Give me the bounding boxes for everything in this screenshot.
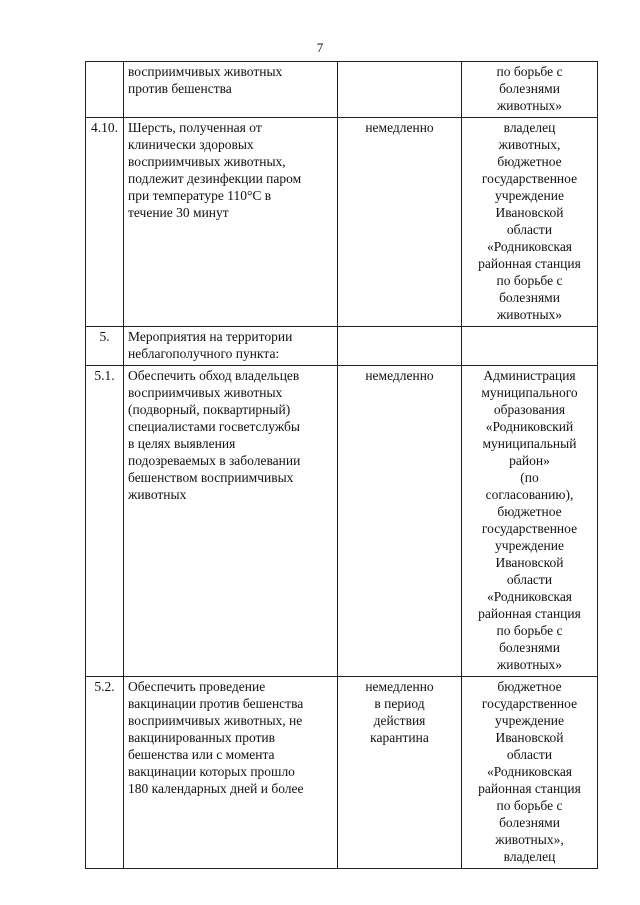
- item-number: [86, 62, 124, 118]
- responsible-text: Администрация муниципального образования «Родниковский муниципальный район» (по согласованию), бюджетное государственное учреждение Ивановской области «Родниковская районная станция по борьбе с болезнями животных»: [462, 366, 598, 677]
- measures-table: [85, 61, 598, 869]
- table-row: [86, 327, 598, 366]
- term-text: немедленно: [338, 118, 462, 327]
- term-text: [338, 62, 462, 118]
- page-number: 7: [316, 40, 324, 55]
- item-number: 4.10.: [86, 118, 124, 327]
- table-row: [86, 677, 598, 869]
- responsible-text: бюджетное государственное учреждение Ивановской области «Родниковская районная станция по борьбе с болезнями животных», владелец: [462, 677, 598, 869]
- item-number: 5.1.: [86, 366, 124, 677]
- table-row: [86, 62, 598, 118]
- measure-text: Шерсть, полученная от клинически здоровых восприимчивых животных, подлежит дезинфекции паром при температуре 110°С в течение 30 минут: [124, 118, 338, 327]
- item-number: 5.: [86, 327, 124, 366]
- responsible-text: владелец животных, бюджетное государственное учреждение Ивановской области «Родниковская районная станция по борьбе с болезнями животных»: [462, 118, 598, 327]
- table-row: [86, 366, 598, 677]
- responsible-text: [462, 327, 598, 366]
- term-text: [338, 327, 462, 366]
- term-text: немедленно в период действия карантина: [338, 677, 462, 869]
- measure-text: Мероприятия на территории неблагополучного пункта:: [124, 327, 338, 366]
- measure-text: Обеспечить обход владельцев восприимчивых животных (подворный, поквартирный) специалистами госветслужбы в целях выявления подозреваемых в заболевании бешенством восприимчивых животных: [124, 366, 338, 677]
- measure-text: восприимчивых животных против бешенства: [124, 62, 338, 118]
- table-row: [86, 118, 598, 327]
- item-number: 5.2.: [86, 677, 124, 869]
- term-text: немедленно: [338, 366, 462, 677]
- responsible-text: по борьбе с болезнями животных»: [462, 62, 598, 118]
- measure-text: Обеспечить проведение вакцинации против бешенства восприимчивых животных, не вакцинированных против бешенства или с момента вакцинации которых прошло 180 календарных дней и более: [124, 677, 338, 869]
